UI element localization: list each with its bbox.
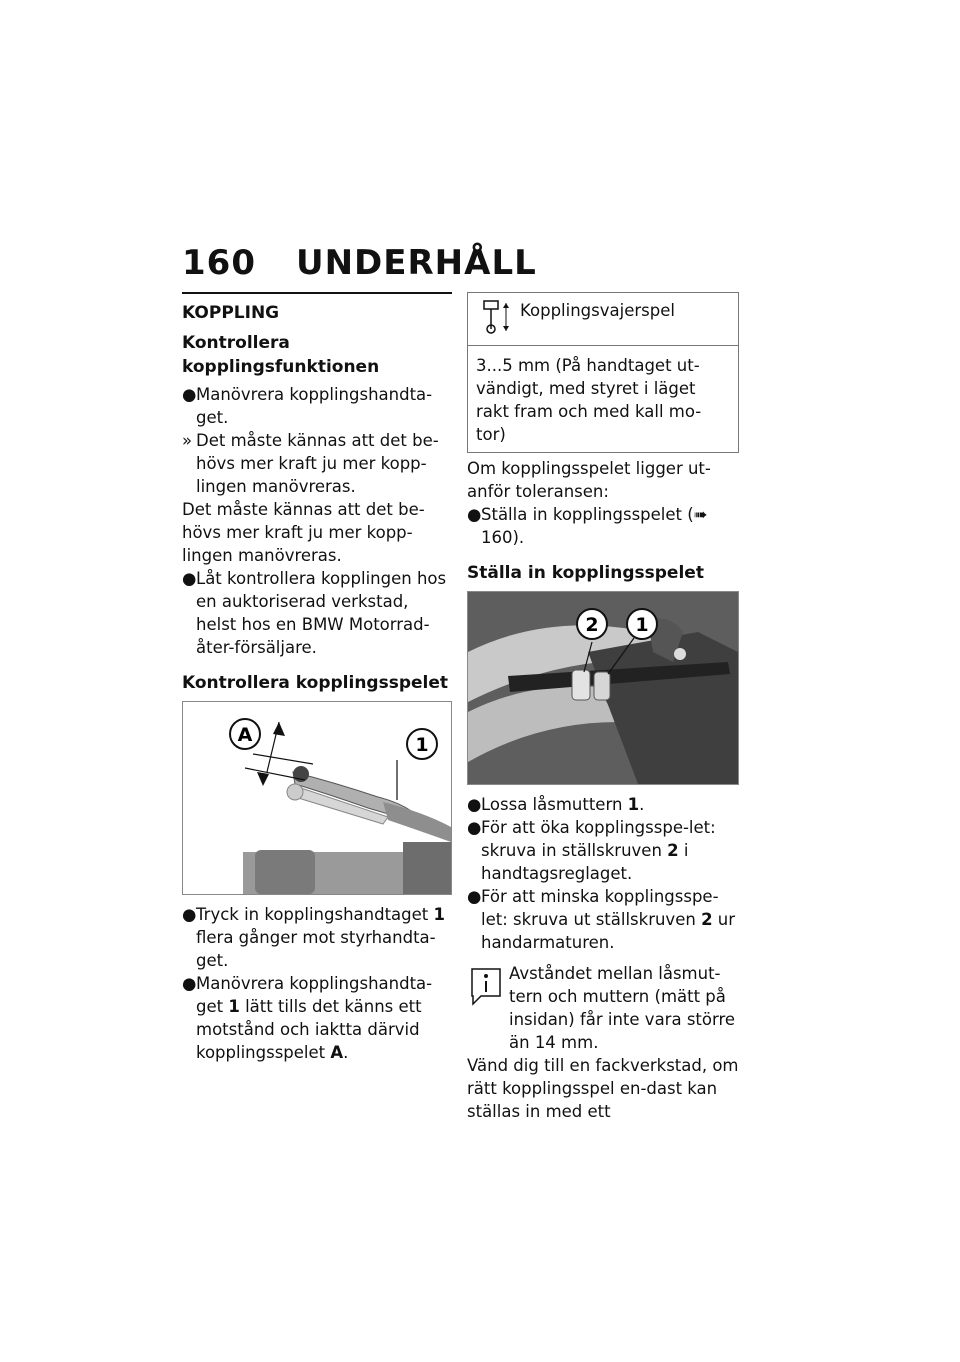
spec-table [467, 292, 739, 453]
bullet-icon: ● [182, 569, 197, 588]
page-reference-arrow-icon: ➠ [693, 505, 708, 524]
page-reference: 160 [481, 528, 513, 547]
bullet-icon: ● [467, 505, 482, 524]
bullet-icon: ● [182, 974, 197, 993]
list-item: ● För att öka kopplingsspe-let: skruva in ställskruven 2 i handtagsreglaget. [467, 818, 716, 883]
figure-adjust-screw [467, 591, 739, 785]
clutch-lever-illustration [183, 702, 451, 894]
subsection-title-check-function: Kontrollera kopplingsfunktionen [182, 333, 380, 377]
list-item: ● Ställa in kopplingsspelet (➠ 160). [467, 505, 708, 547]
result-arrow-icon: » [182, 431, 193, 450]
clutch-cable-play-icon [478, 299, 512, 335]
reference-letter: A [330, 1043, 344, 1062]
list-item-text: Låt kontrollera kopplingen hos en auktoriserad verkstad, helst hos en BMW Motorrad-åter-försäljare. [196, 569, 447, 657]
adjust-screw-illustration [468, 592, 738, 784]
note-text: Avståndet mellan låsmut-tern och muttern (mätt på insidan) får inte vara större än 14 mm. [509, 964, 736, 1052]
reference-number: 1 [627, 795, 640, 814]
section-title: KOPPLING [182, 303, 280, 323]
chapter-title: UNDERHÅLL [295, 243, 537, 283]
list-item: ● För att minska kopplingsspe-let: skruva ut ställskruven 2 ur handarmaturen. [467, 887, 736, 952]
paragraph: Vänd dig till en fackverkstad, om rätt kopplingsspel en-dast kan ställas in med ett [467, 1056, 739, 1121]
left-column [182, 292, 452, 1064]
list-item: ● Lossa låsmuttern 1. [467, 795, 645, 814]
reference-number: 2 [701, 910, 713, 929]
paragraph: Om kopplingsspelet ligger ut-anför toleransen: [467, 459, 711, 501]
list-item [182, 383, 452, 429]
list-item: ● Tryck in kopplingshandtaget 1 flera gånger mot styrhandta-get. [182, 905, 445, 970]
list-item-text: Det måste kännas att det be-hövs mer kraft ju mer kopp-lingen manövreras. [196, 431, 439, 496]
subsection-title-check-play: Kontrollera kopplingsspelet [182, 673, 449, 693]
info-note [467, 962, 739, 1054]
page-header [182, 243, 537, 283]
paragraph: Det måste kännas att det be-hövs mer kraft ju mer kopp-lingen manövreras. [182, 500, 425, 565]
callout-label-2: 2 [585, 614, 599, 636]
reference-number: 1 [228, 997, 240, 1016]
callout-label-1: 1 [415, 734, 429, 756]
bullet-icon: ● [467, 795, 482, 814]
list-item-text: Manövrera kopplingshandta-get. [196, 385, 433, 427]
bullet-icon: ● [467, 887, 482, 906]
bullet-icon: ● [467, 818, 482, 837]
list-item: ● Manövrera kopplingshandta-get 1 lätt tills det känns ett motstånd och iaktta därvid kopplingsspelet A. [182, 974, 433, 1062]
list-item [182, 429, 452, 498]
info-icon [469, 966, 503, 1006]
right-column [467, 292, 739, 1123]
bullet-icon: ● [182, 385, 197, 404]
callout-label-a: A [237, 724, 253, 746]
bullet-icon: ● [182, 905, 197, 924]
page-number: 160 [182, 243, 256, 283]
section-rule [182, 292, 452, 294]
subsection-title-adjust-play: Ställa in kopplingsspelet [467, 563, 704, 583]
spec-title: Kopplingsvajerspel [520, 301, 675, 320]
reference-number: 1 [433, 905, 445, 924]
reference-number: 2 [667, 841, 679, 860]
figure-clutch-lever [182, 701, 452, 895]
callout-label-1: 1 [635, 614, 649, 636]
spec-header [468, 293, 738, 346]
list-item [182, 567, 452, 659]
spec-value: 3...5 mm (På handtaget ut-vändigt, med styret i läget rakt fram och med kall mo-tor) [476, 356, 702, 444]
